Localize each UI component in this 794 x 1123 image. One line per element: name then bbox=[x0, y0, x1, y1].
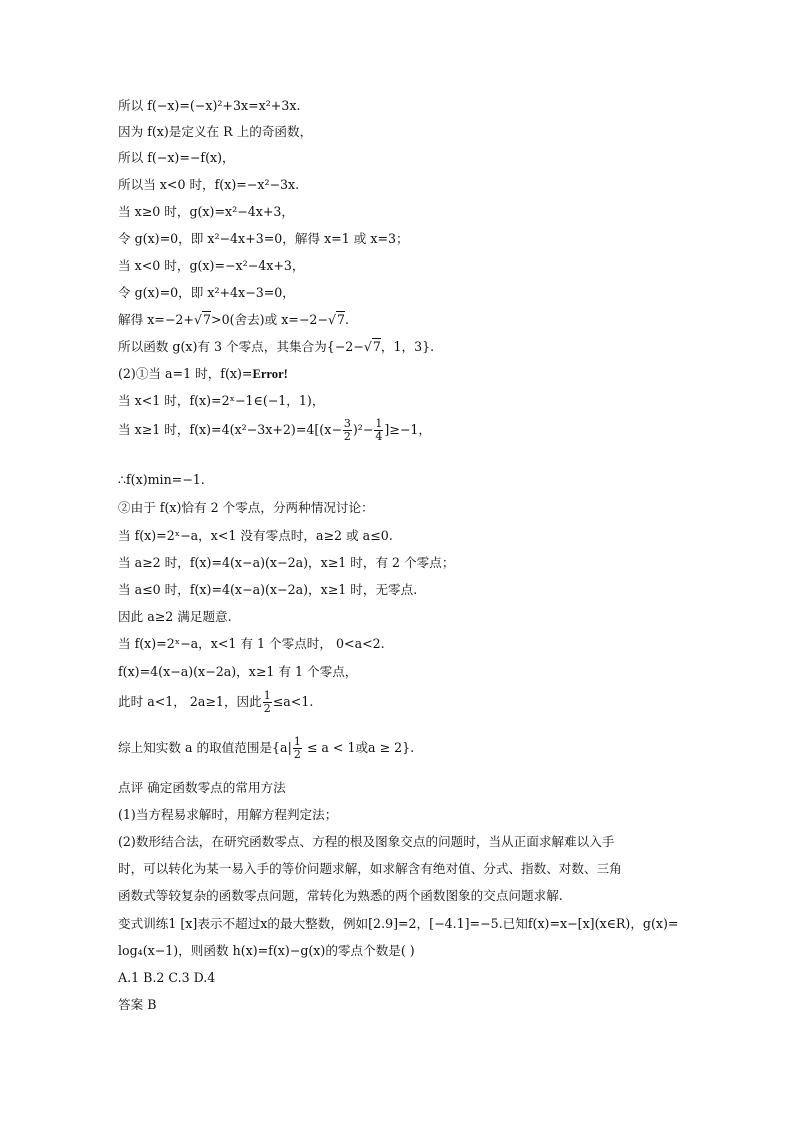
line-25: (1)当方程易求解时，用解方程判定法； bbox=[118, 807, 338, 822]
line-15: ②由于 f(x)恰有 2 个零点，分两种情况讨论： bbox=[118, 500, 374, 515]
line-7: 当 x<0 时，g(x)=−x²−4x+3， bbox=[118, 258, 305, 273]
line-16: 当 f(x)=2ˣ−a，x<1 没有零点时，a≥2 或 a≤0. bbox=[118, 528, 393, 543]
line-21: f(x)=4(x−a)(x−2a)，x≥1 有 1 个零点， bbox=[118, 664, 358, 679]
line-1: 所以 f(−x)=(−x)²+3x=x²+3x. bbox=[118, 98, 301, 113]
fraction: $\frac{1}{2}$ bbox=[263, 689, 271, 715]
fraction: $\frac{1}{2}$ bbox=[293, 735, 301, 761]
sqrt-symbol: √ bbox=[363, 339, 372, 354]
line-26: (2)数形结合法，在研究函数零点、方程的根及图象交点的问题时，当从正面求解难以入手 bbox=[118, 834, 615, 849]
error-text: Error! bbox=[252, 367, 288, 381]
line-18: 当 a≤0 时，f(x)=4(x−a)(x−2a)，x≥1 时，无零点. bbox=[118, 582, 418, 597]
line-3: 所以 f(−x)=−f(x)， bbox=[118, 150, 235, 165]
line-4: 所以当 x<0 时，f(x)=−x²−3x. bbox=[118, 177, 300, 192]
sqrt-symbol: √ bbox=[327, 312, 336, 327]
line-6: 令 g(x)=0，即 x²−4x+3=0，解得 x=1 或 x=3； bbox=[118, 231, 409, 246]
fraction: $\frac{3}{2}$ bbox=[343, 417, 351, 443]
answer-line: 答案 B bbox=[118, 997, 157, 1012]
exercise-line-1: 变式训练1 [x]表示不超过x的最大整数，例如[2.9]=2，[−4.1]=−5.已知f(x)=x−[x](x∈R)，g(x)= bbox=[118, 916, 679, 931]
line-17: 当 a≥2 时，f(x)=4(x−a)(x−2a)，x≥1 时，有 2 个零点； bbox=[118, 555, 455, 570]
line-14: ∴f(x)min=−1. bbox=[118, 472, 205, 487]
answer-options: A.1 B.2 C.3 D.4 bbox=[118, 970, 216, 985]
line-20: 当 f(x)=2ˣ−a，x<1 有 1 个零点时， 0<a<2. bbox=[118, 636, 385, 651]
line-5: 当 x≥0 时，g(x)=x²−4x+3， bbox=[118, 204, 294, 219]
line-9: 解得 x=−2+√7>0(舍去)或 x=−2−√7. bbox=[118, 312, 350, 327]
line-28: 函数式等较复杂的函数零点问题，常转化为熟悉的两个函数图象的交点问题求解. bbox=[118, 888, 563, 903]
line-8: 令 g(x)=0，即 x²+4x−3=0， bbox=[118, 285, 295, 300]
fraction: $\frac{1}{4}$ bbox=[375, 417, 383, 443]
line-23: 综上知实数 a 的取值范围是{a| $\frac{1}{2}$ ≤ a < 1或a ≥ 2}. bbox=[118, 735, 415, 761]
line-2: 因为 f(x)是定义在 R 上的奇函数， bbox=[118, 124, 313, 139]
line-12: 当 x<1 时，f(x)=2ˣ−1∈(−1，1)， bbox=[118, 393, 325, 408]
line-22: 此时 a<1， 2a≥1，因此 $\frac{1}{2}$ ≤a<1. bbox=[118, 689, 314, 715]
line-11: (2)①当 a=1 时，f(x)=Error! bbox=[118, 366, 288, 381]
line-19: 因此 a≥2 满足题意. bbox=[118, 609, 232, 624]
line-27: 时，可以转化为某一易入手的等价问题求解，如求解含有绝对值、分式、指数、对数、三角 bbox=[118, 861, 622, 876]
line-10: 所以函数 g(x)有 3 个零点，其集合为{−2−√7，1，3}. bbox=[118, 339, 435, 354]
sqrt-symbol: √ bbox=[193, 312, 202, 327]
exercise-line-2: log₄(x−1)，则函数 h(x)=f(x)−g(x)的零点个数是( ) bbox=[118, 943, 415, 958]
line-13: 当 x≥1 时，f(x)=4(x²−3x+2)=4[(x− $\frac{3}{2}$ )²− $\frac{1}{4}$ ]≥−1， bbox=[118, 417, 432, 443]
remark-title: 点评 确定函数零点的常用方法 bbox=[118, 780, 286, 795]
